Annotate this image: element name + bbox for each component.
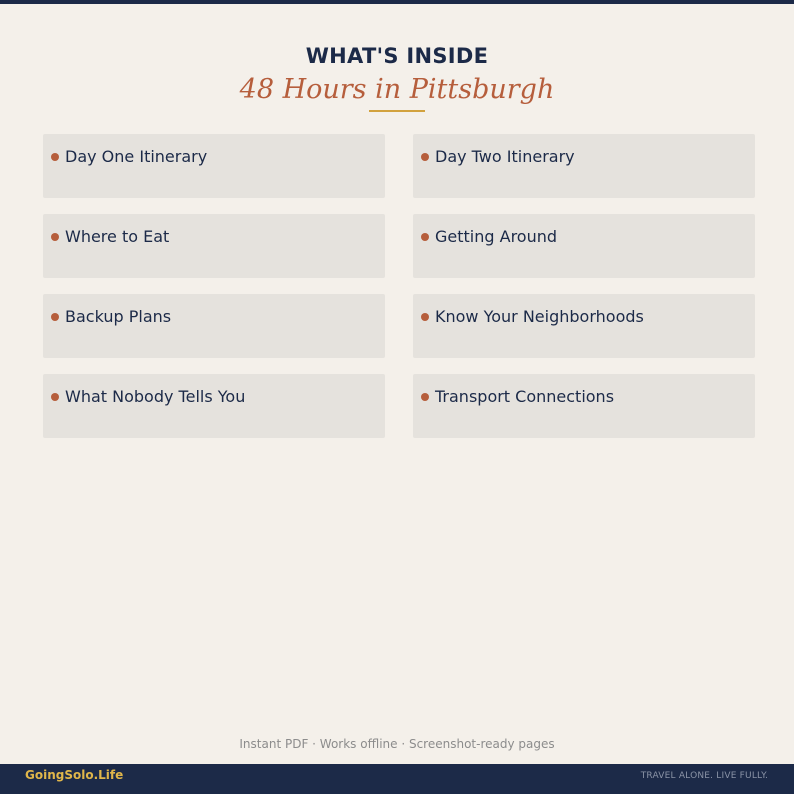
content-card-neighborhoods [413,294,755,358]
content-card-label: Day One Itinerary [65,147,208,166]
bullet-dot-icon [421,393,429,401]
content-card-getting-around [413,214,755,278]
content-card-day-one [43,134,385,198]
content-card-backup-plans [43,294,385,358]
content-card-day-two [413,134,755,198]
content-card-label: Where to Eat [65,227,170,246]
content-card-label: Day Two Itinerary [435,147,575,166]
bullet-dot-icon [51,153,59,161]
subtitle-underline [369,110,425,112]
content-card-label: Backup Plans [65,307,172,326]
bullet-dot-icon [421,153,429,161]
bullet-dot-icon [51,313,59,321]
content-card-label: Getting Around [435,227,558,246]
features-tagline: Instant PDF · Works offline · Screenshot-ready pages [239,737,555,751]
contents-grid [43,134,755,438]
content-card-label: Know Your Neighborhoods [435,307,644,326]
content-card-what-nobody-tells-you [43,374,385,438]
footer-motto: TRAVEL ALONE. LIVE FULLY. [640,771,768,781]
bullet-dot-icon [51,233,59,241]
bullet-dot-icon [51,393,59,401]
top-accent-bar [0,0,794,4]
content-card-label: What Nobody Tells You [65,387,246,406]
bullet-dot-icon [421,233,429,241]
page-subtitle: 48 Hours in Pittsburgh [239,74,555,105]
content-card-where-to-eat [43,214,385,278]
content-card-label: Transport Connections [435,387,615,406]
content-card-transport-connections [413,374,755,438]
bullet-dot-icon [421,313,429,321]
footer-bar [0,764,794,794]
page-heading: WHAT'S INSIDE [305,44,489,68]
footer-brand: GoingSolo.Life [25,768,124,782]
